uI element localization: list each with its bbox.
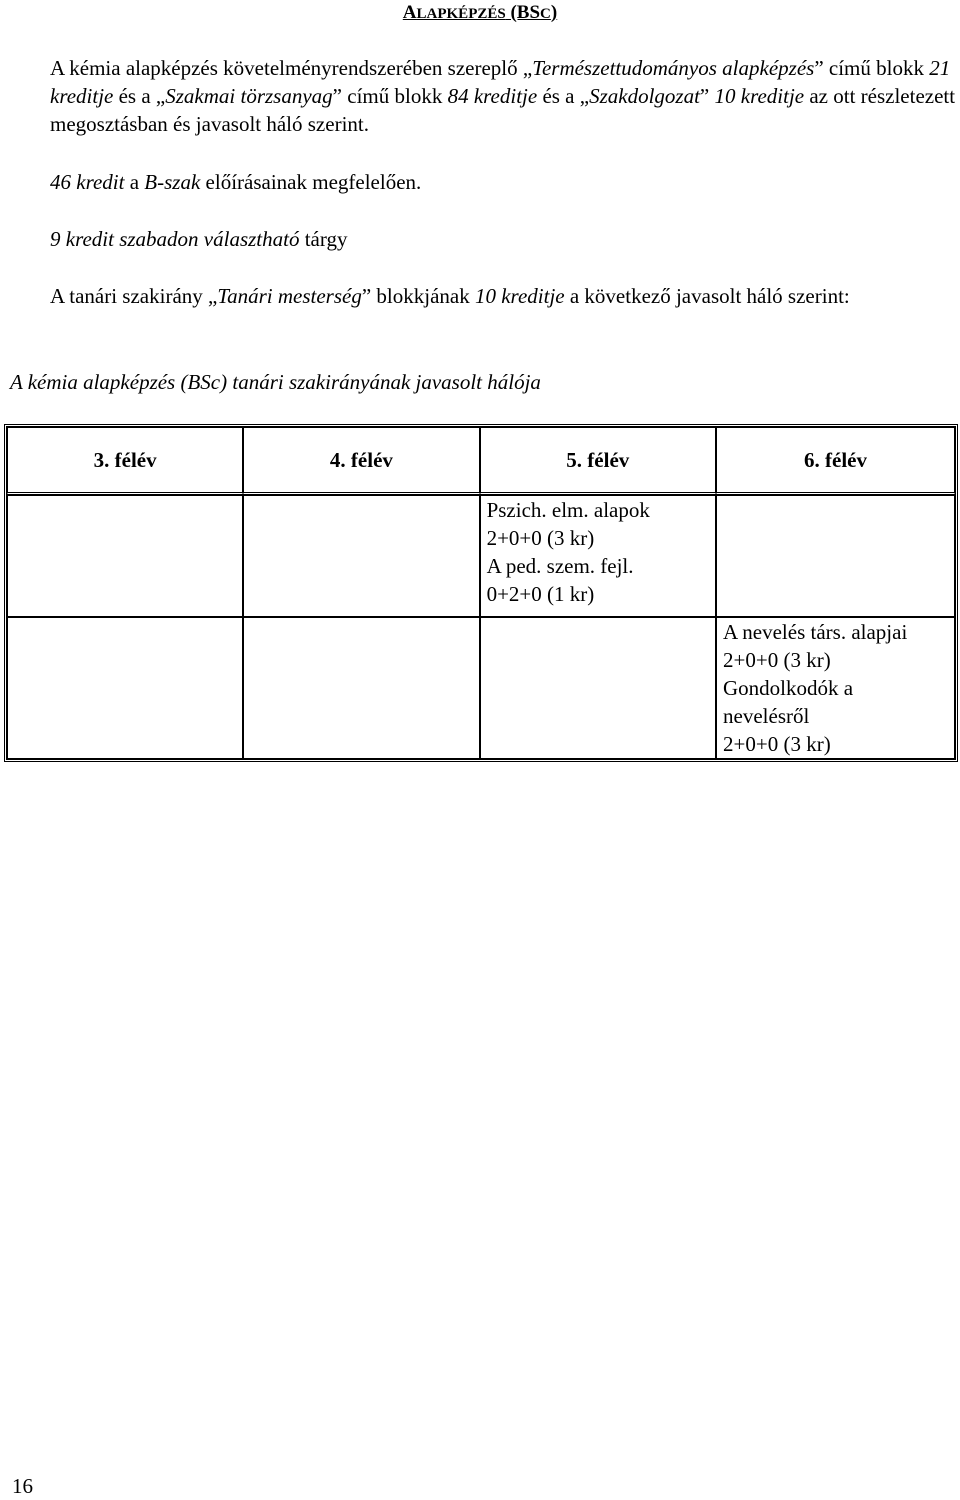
table-cell: [7, 617, 243, 759]
table-cell: [480, 617, 716, 759]
course-hours: 0+2+0 (1 kr): [486, 582, 595, 606]
list-item-4: A tanári szakirány „Tanári mesterség” blokkjának 10 kreditje a következő javasolt háló szerint:: [50, 284, 850, 308]
table-cell: [243, 617, 479, 759]
course-hours: 2+0+0 (3 kr): [723, 732, 831, 756]
course-name: Gondolkodók a: [723, 676, 854, 700]
table-cell: [480, 495, 716, 617]
table-row: [7, 495, 955, 617]
list-item-3: 9 kredit szabadon választható tárgy: [50, 227, 348, 251]
table-header-row: [7, 427, 955, 495]
page-title: ALAPKÉPZÉS (BSC): [402, 2, 558, 23]
table-cell: [716, 495, 955, 617]
list-item-2: 46 kredit a B-szak előírásainak megfelelően.: [50, 170, 422, 194]
table-cell: [716, 617, 955, 759]
table-row: [7, 617, 955, 759]
list-item-1: A kémia alapképzés követelményrendszerében szereplő „Természettudományos alapképzés” című blokk 21 kreditje és a „Szakmai törzsanyag” című blokk 84 kreditje és a „Szakdolgozat” 10 kreditje az ott részletezett megosztásban és javasolt háló szerint.: [50, 56, 956, 136]
header-semester-4: 4. félév: [243, 427, 479, 495]
header-semester-3: 3. félév: [7, 427, 243, 495]
table-cell: [7, 495, 243, 617]
course-hours: 2+0+0 (3 kr): [723, 648, 831, 672]
table-caption: A kémia alapképzés (BSc) tanári szakirányának javasolt hálója: [10, 370, 541, 394]
header-semester-5: 5. félév: [480, 427, 716, 495]
course-name: A ped. szem. fejl.: [486, 554, 634, 578]
page-number: 16: [12, 1474, 33, 1498]
curriculum-table: [4, 424, 958, 762]
course-name: Pszich. elm. alapok: [486, 498, 650, 522]
table-cell: [243, 495, 479, 617]
course-hours: 2+0+0 (3 kr): [486, 526, 595, 550]
header-semester-6: 6. félév: [716, 427, 955, 495]
course-name: nevelésről: [723, 704, 810, 728]
course-name: A nevelés társ. alapjai: [723, 620, 908, 644]
